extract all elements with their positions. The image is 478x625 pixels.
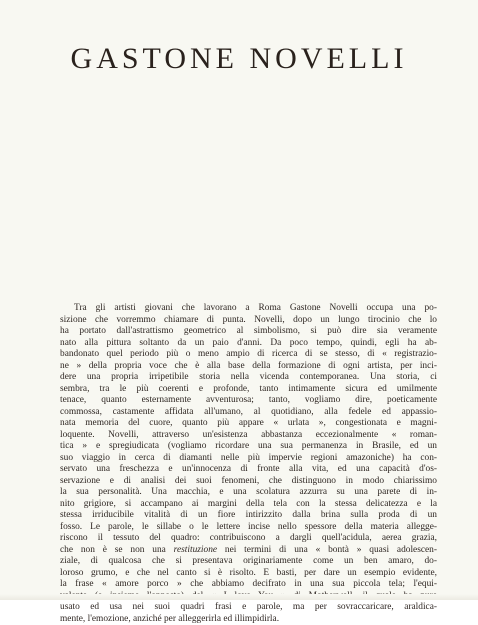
article-line: servato una freschezza e un'innocenza di fronte alla vita, ed una capacità d'os- [60,464,437,476]
article-line: ziale, di qualcosa che si presentava originariamente come un ben amaro, do- [60,556,437,568]
article-line: usato ed usa nei suoi quadri frasi e parole, ma per sovraccaricare, araldica- [60,602,437,614]
article-line: nato alla pittura soltanto da un paio d'anni. Da poco tempo, quindi, egli ha ab- [60,338,437,350]
article-line: sembra, tra le più coerenti e profonde, tanto intimamente sicura ed umilmente [60,384,437,396]
article-line: loquente. Novelli, attraverso un'esistenza abbastanza eccezionalmente « roman- [60,430,437,442]
page-title: GASTONE NOVELLI [0,42,478,76]
article-line: mente, l'emozione, anziché per alleggerirla ed illimpidirla. [60,614,437,625]
italic-word: restituzione [174,545,217,555]
article-line: nata memoria del cuore, quanto più appare « urlata », congestionata e magni- [60,418,437,430]
article-line: suo viaggio in cerca di diamanti nelle più impervie regioni amazoniche) ha con- [60,453,437,465]
article-body [60,303,437,625]
article-line: servazione e di analisi dei suoi fenomeni, che distinguono in modo chiarissimo [60,476,437,488]
article-line: sizione che vorremmo chiamare di punta. Novelli, dopo un lungo tirocinio che lo [60,315,437,327]
article-line: commossa, castamente affidata all'umano, al quotidiano, alla fedele ed appassio- [60,407,437,419]
article-line: la sua personalità. Una macchia, e una scolatura azzurra su una parete di in- [60,487,437,499]
article-line: tica » e spregiudicata (vogliamo ricordare una sua permanenza in Brasile, ed un [60,441,437,453]
article-line: ha portato dall'astrattismo geometrico al simbolismo, si può dire sia veramente [60,326,437,338]
article-line: stessa irriducibile vitalità di un fiore intirizzito dalla brina sulla proda di un [60,510,437,522]
article-line: ne » della propria voce che è alla base della formazione di ogni artista, per inci- [60,361,437,373]
article-line: loroso grumo, e che nel canto si è risolto. E basti, per dare un esempio evidente, [60,568,437,580]
article-line: che non è se non una restituzione nei termini di una « bontà » quasi adolescen- [60,545,437,557]
article-line: fosso. Le parole, le sillabe o le lettere incise nello spessore della materia allegge- [60,522,437,534]
article-line: bandonato quel periodo più o meno ampio di ricerca di se stesso, di « registrazio- [60,349,437,361]
page-bottom-edge [0,594,478,600]
article-line: dere una propria irripetibile storia nella vicenda contemporanea. Una storia, ci [60,372,437,384]
article-line: la frase « amore porco » che abbiamo decifrato in una sua piccola tela; l'equi- [60,579,437,591]
article-line: tenace, quanto esternamente avventurosa; tanto, vogliamo dire, poeticamente [60,395,437,407]
article-line: nito grigiore, si accampano ai margini della tela con la stessa delicatezza e la [60,499,437,511]
article-line: Tra gli artisti giovani che lavorano a Roma Gastone Novelli occupa una po- [60,303,437,315]
article-line: riscono il tessuto del quadro: contribuiscono a dargli quell'acidula, aerea grazia, [60,533,437,545]
